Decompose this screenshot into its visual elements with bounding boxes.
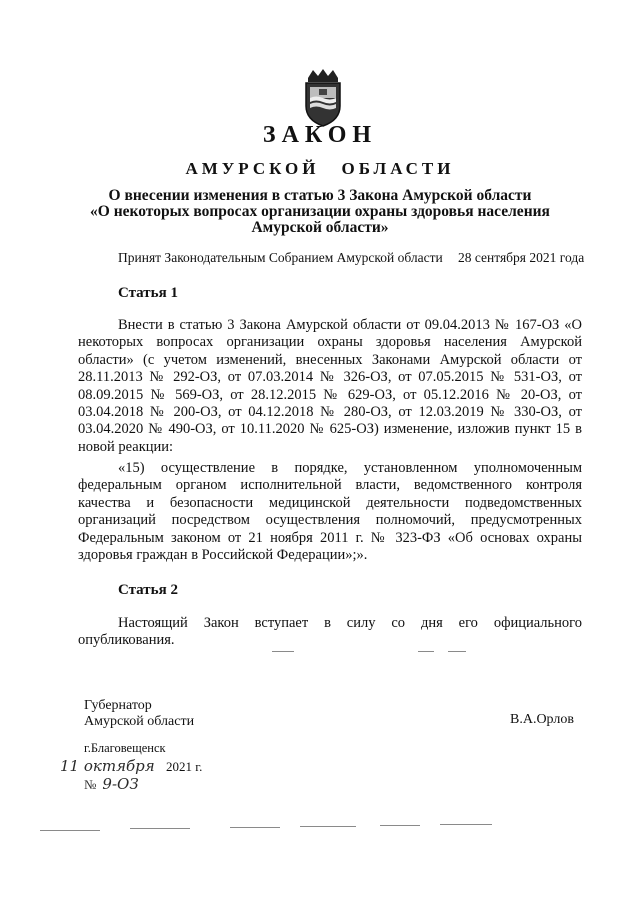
article-1-paragraph-1: Внести в статью 3 Закона Амурской области от 09.04.2013 № 167-ОЗ «О некоторых вопросах организации охраны здоровья населения Амурской области» (с учетом изменений, внесенных Законами Амурской области от 28.11.2013 № 292-ОЗ, от 07.03.2014 № 326-ОЗ, от 07.05.2015 № 531-ОЗ, от 08.09.2015 № 569-ОЗ, от 28.12.2015 № 629-ОЗ, от 05.12.2016 № 20-ОЗ, от 03.04.2018 № 200-ОЗ, от 04.12.2018 № 280-ОЗ, от 12.03.2019 № 330-ОЗ, от 03.04.2020 № 490-ОЗ, от 10.11.2020 № 625-ОЗ) изменение, изложив пункт 15 в новой реакции:	[78, 317, 582, 455]
scan-mark	[300, 826, 356, 827]
signatory-position	[84, 698, 194, 730]
adoption-text: Принят Законодательным Собранием Амурской области	[118, 250, 443, 265]
regional-coat-of-arms-icon	[300, 68, 346, 128]
adoption-date: 28 сентября 2021 года	[458, 250, 585, 265]
handwritten-number: 9-ОЗ	[102, 775, 139, 793]
article-1-heading: Статья 1	[118, 285, 178, 301]
region-word-2: ОБЛАСТИ	[341, 159, 455, 178]
subject-line: О внесении изменения в статью 3 Закона Амурской области	[108, 187, 532, 204]
article-2-heading: Статья 2	[118, 582, 178, 598]
scan-mark	[40, 830, 100, 831]
scan-mark	[230, 827, 280, 828]
number-sign: №	[84, 777, 97, 792]
subject-line: Амурской области»	[251, 219, 389, 236]
place-of-signing: г.Благовещенск	[84, 741, 166, 755]
scan-mark	[418, 651, 434, 652]
handwritten-date-text: 11 октября	[60, 757, 155, 775]
subject-line: «О некоторых вопросах организации охраны здоровья населения	[90, 203, 550, 220]
signatory-name: В.А.Орлов	[510, 712, 574, 727]
position-line: Губернатор	[84, 698, 152, 713]
position-line: Амурской области	[84, 714, 195, 729]
law-title: ЗАКОН	[262, 122, 378, 148]
region-title	[0, 159, 640, 179]
scan-mark	[380, 825, 420, 826]
article-1-paragraph-2: «15) осуществление в порядке, установленном уполномоченным федеральным органом исполнительной власти, ведомственного контроля качества и безопасности медицинской деятельности подведомственных организаций посредством осуществления полномочий, предусмотренных Федеральным законом от 21 ноября 2011 г. № 323-ФЗ «Об основах охраны здоровья граждан в Российской Федерации»;».	[78, 460, 582, 564]
region-word-1: АМУРСКОЙ	[185, 159, 320, 178]
year: 2021 г.	[166, 759, 203, 774]
scan-mark	[448, 651, 466, 652]
scan-mark	[272, 651, 294, 652]
law-subject	[0, 188, 640, 236]
article-2-paragraph: Настоящий Закон вступает в силу со дня его официального опубликования.	[78, 615, 582, 649]
scan-mark	[440, 824, 492, 825]
scan-mark	[130, 828, 190, 829]
handwritten-date	[60, 757, 155, 775]
law-number	[84, 775, 139, 793]
